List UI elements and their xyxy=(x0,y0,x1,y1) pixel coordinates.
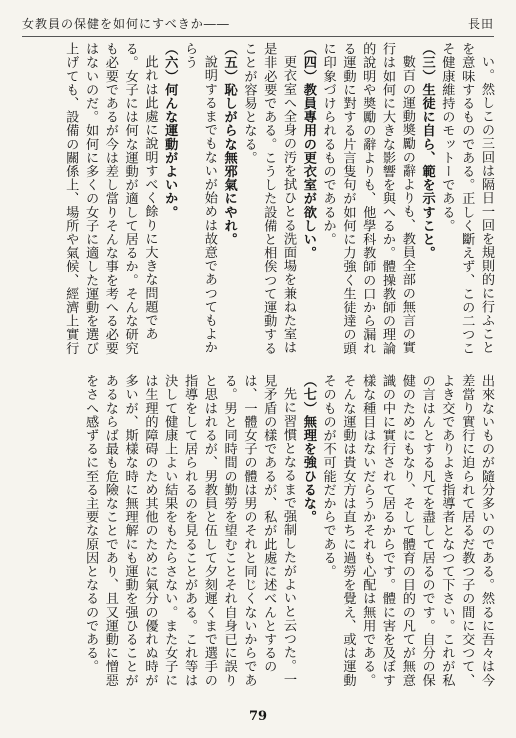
section-heading: （七）無理を強ひるな。 xyxy=(300,373,316,524)
page-number: 79 xyxy=(248,709,268,724)
paragraph: 數百の運動奬勵の辭よりも、教員全部の無言の實行は如何に大きな影響を與へるか。體操教師の理論的說明や奬勵の辭よりも、他學科教師の口から漏れる運動に對する片言隻句が如何に力強く生徒達の頭に印象づけられるものであるか。 xyxy=(320,42,415,355)
running-header xyxy=(22,15,494,37)
vertical-text-body xyxy=(22,42,496,687)
section-heading: （五）恥しがらな無邪氣にやれ。 xyxy=(221,42,237,246)
paragraph: 說明するまでもないが始めは故意であつてもよからう xyxy=(182,42,217,355)
section-heading: （六）何んな運動がよいか。 xyxy=(162,42,178,219)
header-title: 女教員の保健を如何にすべきか―― xyxy=(22,17,230,31)
paragraph: い。然しこの三回は隔日一回を規則的に行ふことを意味するものである。正しく斷えず、この二つこそ健康維持のモットーである。 xyxy=(439,42,494,355)
header-author: 長田 xyxy=(467,17,494,31)
section-heading: （三）生徒に自ら、範を示すこと。 xyxy=(419,42,435,260)
paragraph: 更衣室へ全身の汚を拭ひとる洗面場を兼ねた室は是非必要である。こうした設備と相俟つて運動することが容易となる。 xyxy=(241,42,297,355)
paragraph: 先に習慣となるまで强制したがよいと云つた。一見矛盾の樣であるが、私が此處に述べんとするのは、一體女子の體は男のそれと同じくないからである。男と同時間の勤勞を望むことそれ自身已に誤りと思はれるが、男教員と伍して夕刻遲くまで選手の指導をして居られるのを見ることがある。これ等は決して健康上よい結果をもたらさない。また女子には生理的障碍のため其他のために氣分の優れぬ時が多いが、斯樣な時に無理解にも運動を强ひることがあるならば最も危險なことであり、且又運動に憎惡をさへ感ずるに至る主要な原因となるのである。 xyxy=(83,373,297,687)
section-heading: （四）教員專用の更衣室が欲しい。 xyxy=(300,42,316,260)
paragraph: 此れは此處に說明すべく餘りに大きな問題である。女子には何な運動が適して居るか。そんな研究も必要であるが今は差し當りそんな事を考へる必要はないのだ。如何に多くの女子に適した運動を選び上げても、設備の關係上、場所や氣候、經濟上實行出來ないものが隨分多いのである。然るに吾々は今差當り實行に迫られて居るだ教つ子の間に交つて、よき交でありよき指導者となつて下さい。これが私の言はんとする凡てを盡して居るのです。自分の保健のためにもなり、そして體育の目的の凡てが無意識の中に實行されて居るからです。體に害を及ぼす樣な種目はないだらうかそれも心配は無用である。そんな運動は貴女方は直ちに過勞を覺え、或は運動そのものが不可能だからである。 xyxy=(63,42,494,687)
